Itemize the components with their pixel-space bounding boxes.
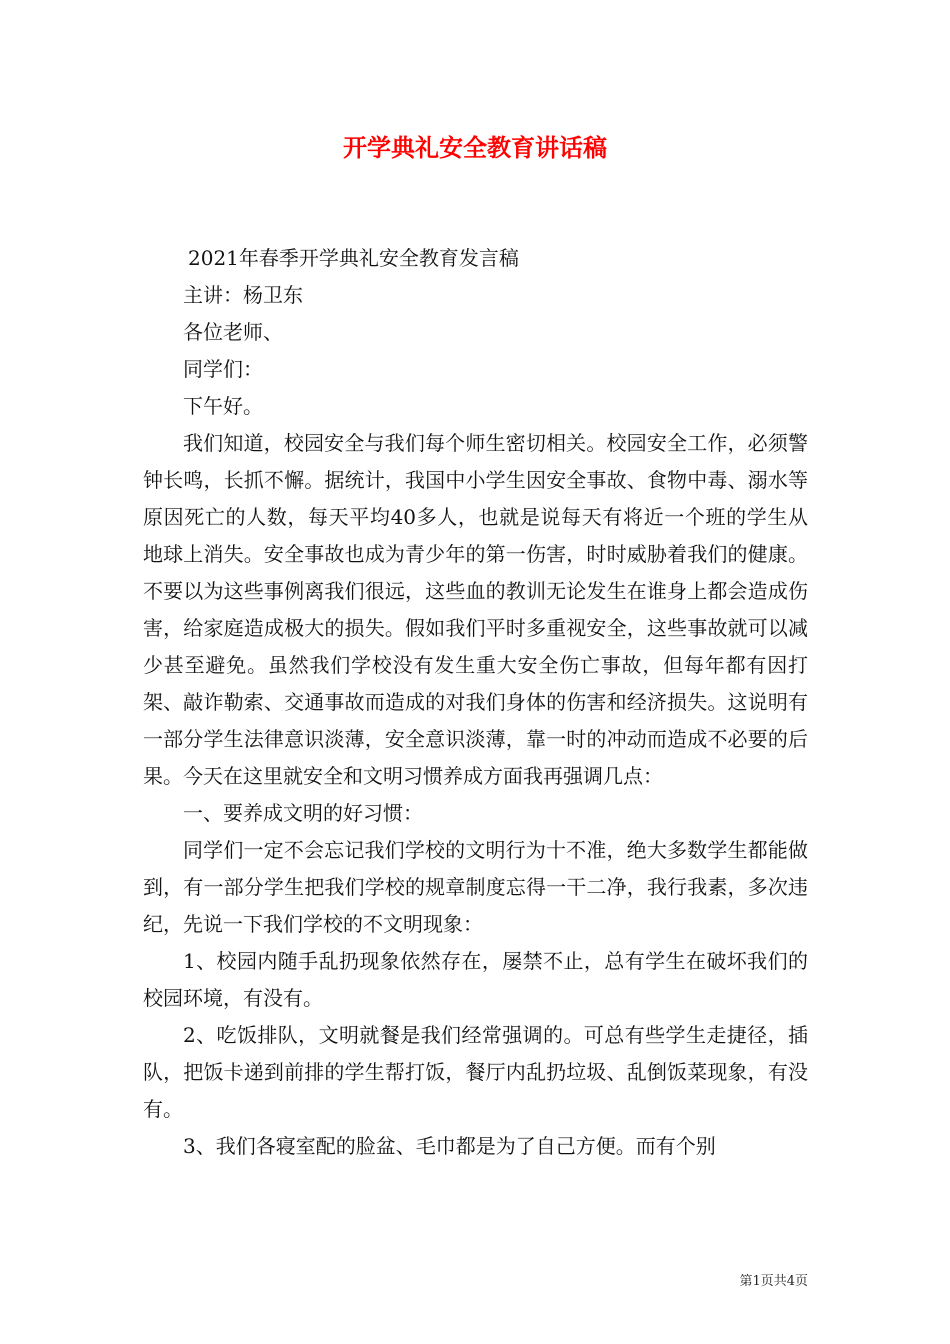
list-item-2: 2、吃饭排队，文明就餐是我们经常强调的。可总有些学生走捷径，插队，把饭卡递到前排的学生帮打饭，餐厅内乱扔垃圾、乱倒饭菜现象，有没有。 (143, 1023, 808, 1121)
section-heading-1: 一、要养成文明的好习惯： (183, 801, 423, 825)
speech-subtitle: 2021年春季开学典礼安全教育发言稿 (188, 246, 519, 270)
paragraph-rules: 同学们一定不会忘记我们学校的文明行为十不准，绝大多数学生都能做到，有一部分学生把我们学校的规章制度忘得一干二净，我行我素，多次违纪，先说一下我们学校的不文明现象： (143, 838, 808, 936)
salutation-students: 同学们： (183, 357, 263, 381)
document-body (143, 240, 808, 1165)
document-title: 开学典礼安全教育讲话稿 (343, 133, 607, 162)
salutation-teachers: 各位老师、 (183, 320, 283, 344)
page-number: 第1页共4页 (739, 1274, 808, 1289)
greeting: 下午好。 (183, 394, 263, 418)
speaker-line: 主讲：杨卫东 (183, 283, 303, 307)
list-item-3: 3、我们各寝室配的脸盆、毛巾都是为了自己方便。而有个别 (183, 1134, 716, 1158)
list-item-1: 1、校园内随手乱扔现象依然存在，屡禁不止，总有学生在破坏我们的校园环境，有没有。 (143, 949, 808, 1010)
paragraph-intro: 我们知道，校园安全与我们每个师生密切相关。校园安全工作，必须警钟长鸣，长抓不懈。据统计，我国中小学生因安全事故、食物中毒、溺水等原因死亡的人数，每天平均40多人，也就是说每天有将近一个班的学生从地球上消失。安全事故也成为青少年的第一伤害，时时威胁着我们的健康。不要以为这些事例离我们很远，这些血的教训无论发生在谁身上都会造成伤害，给家庭造成极大的损失。假如我们平时多重视安全，这些事故就可以减少甚至避免。虽然我们学校没有发生重大安全伤亡事故，但每年都有因打架、敲诈勒索、交通事故而造成的对我们身体的伤害和经济损失。这说明有一部分学生法律意识淡薄，安全意识淡薄，靠一时的冲动而造成不必要的后果。今天在这里就安全和文明习惯养成方面我再强调几点： (143, 431, 808, 788)
